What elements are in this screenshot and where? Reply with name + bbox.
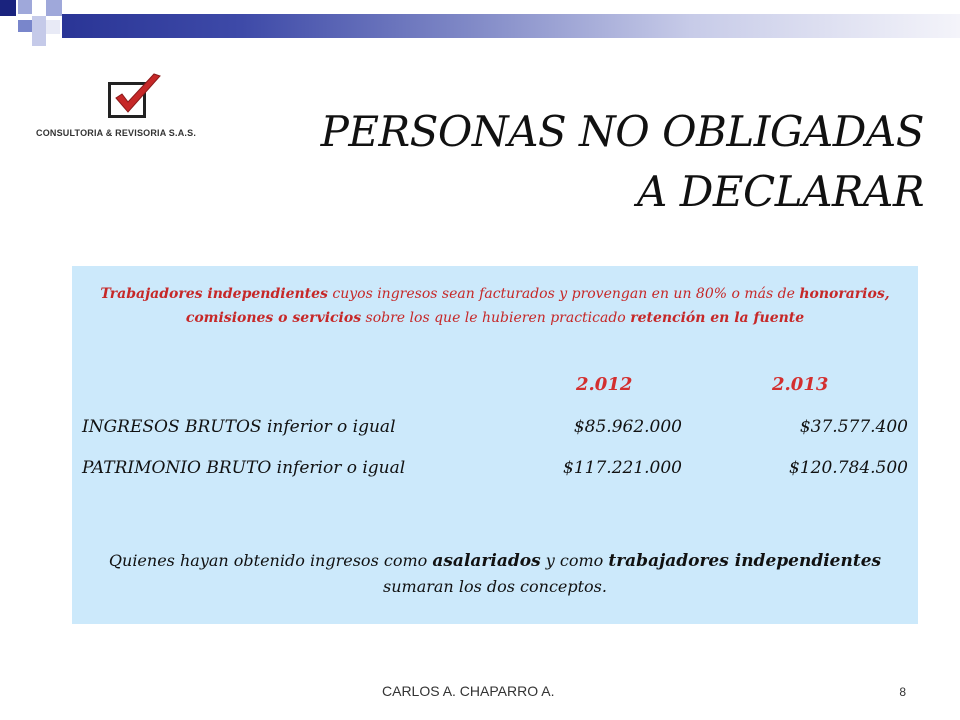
title-line-2: A DECLARAR <box>637 167 924 216</box>
value-ingresos-2012: $85.962.000 <box>573 417 682 437</box>
title-line-1: PERSONAS NO OBLIGADAS <box>320 107 924 156</box>
note-text <box>92 548 898 600</box>
company-name: CONSULTORIA & REVISORIA S.A.S. <box>36 128 197 138</box>
row-label-patrimonio: PATRIMONIO BRUTO inferior o igual <box>82 458 406 478</box>
intro-text <box>84 282 906 330</box>
slide-title <box>304 102 924 222</box>
value-patrimonio-2012: $117.221.000 <box>563 458 682 478</box>
decor-square <box>18 0 32 14</box>
content-panel <box>72 266 918 624</box>
company-logo <box>36 72 226 152</box>
intro-bold-2: honorarios, comisiones o servicios <box>185 286 890 326</box>
intro-text-1: cuyos ingresos sean facturados y provengan en un 80% o más de <box>327 286 800 302</box>
decor-square <box>18 20 32 32</box>
header-gradient-bar <box>62 14 960 38</box>
decor-square <box>46 0 62 16</box>
footer-author: CARLOS A. CHAPARRO A. <box>382 683 555 699</box>
decor-square <box>0 0 16 16</box>
checkmark-icon <box>110 72 170 122</box>
note-bold-2: trabajadores independientes <box>608 551 882 571</box>
decor-square <box>46 20 60 34</box>
year-header-2013: 2.013 <box>772 374 829 395</box>
value-ingresos-2013: $37.577.400 <box>799 417 908 437</box>
decor-square <box>32 32 46 46</box>
note-bold-1: asalariados <box>432 551 541 571</box>
row-label-ingresos: INGRESOS BRUTOS inferior o igual <box>82 417 396 437</box>
page-number: 8 <box>899 685 906 699</box>
note-text-3: sumaran los dos conceptos. <box>383 577 607 596</box>
note-text-1: Quienes hayan obtenido ingresos como <box>108 551 433 570</box>
note-text-2: y como <box>540 551 609 570</box>
value-patrimonio-2013: $120.784.500 <box>789 458 908 478</box>
decor-square <box>32 16 46 32</box>
intro-bold-1: Trabajadores independientes <box>100 286 328 302</box>
intro-text-2: sobre los que le hubieren practicado <box>361 310 631 326</box>
year-header-2012: 2.012 <box>576 374 633 395</box>
intro-bold-3: retención en la fuente <box>630 310 805 326</box>
